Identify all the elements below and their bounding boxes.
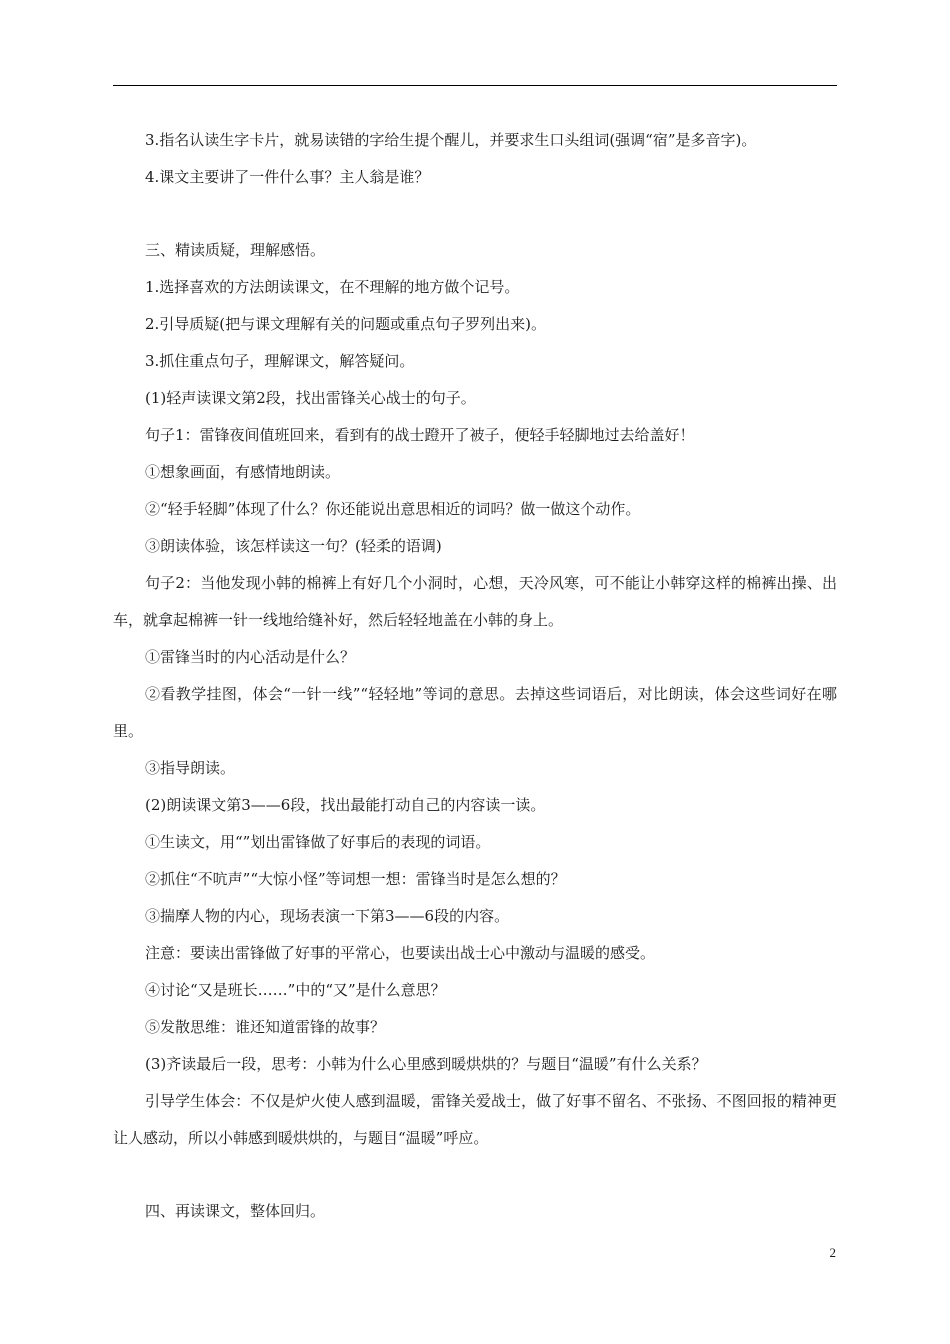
paragraph-read-mark: 1.选择喜欢的方法朗读课文，在不理解的地方做个记号。 (145, 278, 520, 296)
paragraph-item-underline: ①生读文，用“”划出雷锋做了好事后的表现的词语。 (145, 833, 491, 851)
paragraph-item-diverge: ⑤发散思维：谁还知道雷锋的故事？ (145, 1018, 386, 1036)
page-number: 2 (829, 1245, 836, 1260)
paragraph-key-sentences: 3.抓住重点句子，理解课文，解答疑问。 (145, 352, 415, 370)
paragraph-item-tone: ③朗读体验，该怎样读这一句？(轻柔的语调) (145, 537, 442, 555)
paragraph-item-inner: ①雷锋当时的内心活动是什么？ (145, 648, 356, 666)
paragraph-item-words: ②抓住“不吭声”“大惊小怪”等词想一想：雷锋当时是怎么想的？ (145, 870, 566, 888)
paragraph-item-guide-read: ③指导朗读。 (145, 759, 236, 777)
document-body (113, 122, 837, 1230)
paragraph-item-picture: ②看教学挂图，体会“一针一线”“轻轻地”等词的意思。去掉这些词语后，对比朗读，体会这些词好在哪里。 (113, 685, 837, 740)
section-gap (113, 196, 837, 232)
paragraph-item-discuss: ④讨论“又是班长……”中的“又”是什么意思？ (145, 981, 446, 999)
paragraph-item-perform: ③揣摩人物的内心，现场表演一下第3——6段的内容。 (145, 907, 510, 925)
header-rule (113, 85, 837, 86)
paragraph-sub-1: (1)轻声读课文第2段，找出雷锋关心战士的句子。 (145, 389, 476, 407)
paragraph-item-gentle: ②“轻手轻脚”体现了什么？你还能说出意思相近的词吗？做一做这个动作。 (145, 500, 641, 518)
paragraph-sub-3: (3)齐读最后一段，思考：小韩为什么心里感到暖烘烘的？与题目“温暖”有什么关系？ (145, 1055, 707, 1073)
paragraph-guide-summary: 引导学生体会：不仅是炉火使人感到温暖，雷锋关爱战士，做了好事不留名、不张扬、不图回报的精神更让人感动，所以小韩感到暖烘烘的，与题目“温暖”呼应。 (113, 1092, 837, 1147)
paragraph-question-guide: 2.引导质疑(把与课文理解有关的问题或重点句子罗列出来)。 (145, 315, 547, 333)
paragraph-item-imagine: ①想象画面，有感情地朗读。 (145, 463, 341, 481)
paragraph-sub-2: (2)朗读课文第3——6段，找出最能打动自己的内容读一读。 (145, 796, 546, 814)
section-gap (113, 1157, 837, 1193)
paragraph-sentence-1: 句子1：雷锋夜间值班回来，看到有的战士蹬开了被子，便轻手轻脚地过去给盖好！ (145, 426, 695, 444)
paragraph-note: 注意：要读出雷锋做了好事的平常心，也要读出战士心中激动与温暖的感受。 (145, 944, 656, 962)
paragraph-sentence-2: 句子2：当他发现小韩的棉裤上有好几个小洞时，心想，天冷风寒，可不能让小韩穿这样的棉裤出操、出车，就拿起棉裤一针一线地给缝补好，然后轻轻地盖在小韩的身上。 (113, 574, 837, 629)
section-heading-3: 三、精读质疑，理解感悟。 (145, 241, 326, 259)
paragraph-step-4-main-idea: 4.课文主要讲了一件什么事？主人翁是谁？ (145, 168, 430, 186)
paragraph-step-3-flashcards: 3.指名认读生字卡片，就易读错的字给生提个醒儿，并要求生口头组词(强调“宿”是多音字)。 (145, 131, 757, 149)
section-heading-4: 四、再读课文，整体回归。 (145, 1202, 326, 1220)
